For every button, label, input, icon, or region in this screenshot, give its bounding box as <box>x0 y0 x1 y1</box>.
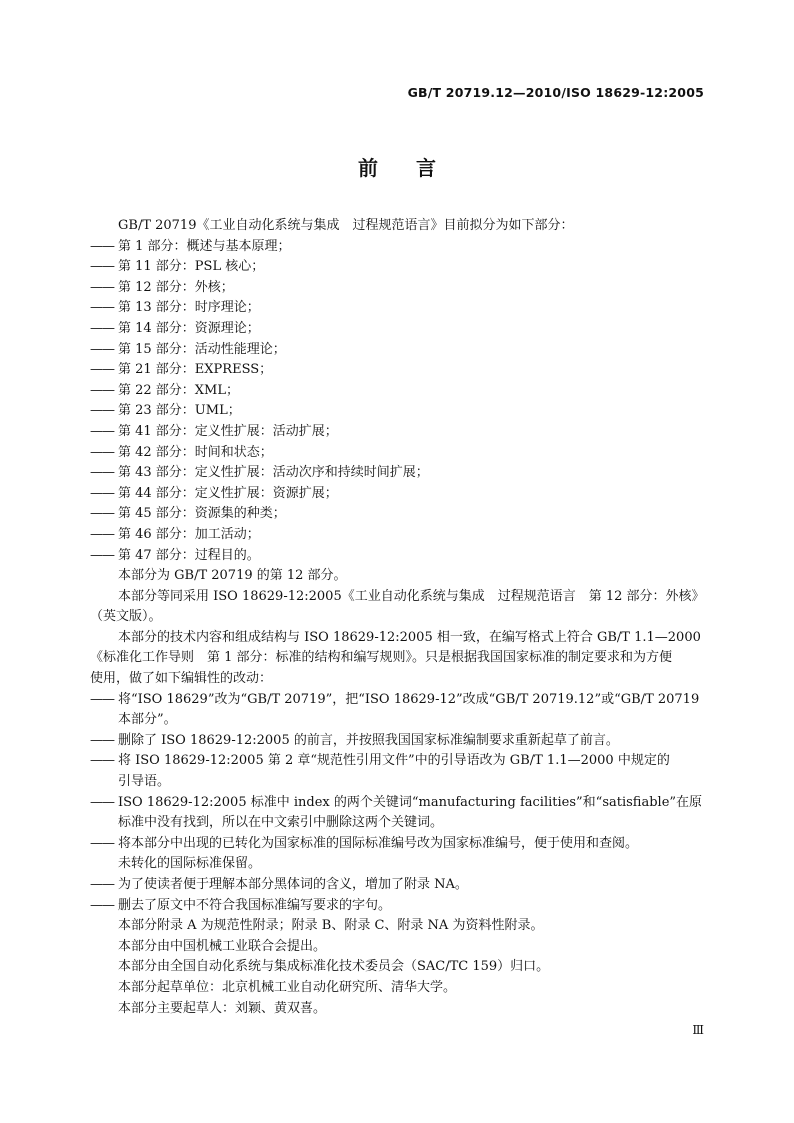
change-item <box>90 731 706 752</box>
editorial-changes-list <box>90 690 706 917</box>
dash-marker: —— <box>90 444 114 460</box>
change-line: 未转化的国际标准保留。 <box>118 856 262 872</box>
standard-number-header: GB/T 20719.12—2010/ISO 18629-12:2005 <box>407 85 704 100</box>
parts-list-item <box>90 237 706 258</box>
change-line: 将本部分中出现的已转化为国家标准的国际标准编号改为国家标准编号，便于使用和查阅。 <box>118 835 639 851</box>
dash-marker: —— <box>90 753 114 769</box>
dash-marker: —— <box>90 506 114 522</box>
change-text <box>118 731 706 752</box>
part-label: 第 11 部分：PSL 核心； <box>118 259 265 275</box>
change-line: 本部分”。 <box>118 712 177 728</box>
parts-list <box>90 237 706 567</box>
drafting-units-paragraph: 本部分起草单位：北京机械工业自动化研究所、清华大学。 <box>118 979 457 995</box>
page-number: Ⅲ <box>692 1023 704 1037</box>
intro-paragraph: GB/T 20719《工业自动化系统与集成 过程规范语言》目前拟分为如下部分： <box>118 218 574 233</box>
parts-list-item <box>90 525 706 546</box>
dash-marker: —— <box>90 403 114 419</box>
dash-marker: —— <box>90 691 114 707</box>
dash-marker: —— <box>90 465 114 481</box>
part-label: 第 47 部分：过程目的。 <box>118 547 260 563</box>
part-label: 第 22 部分：XML； <box>118 382 240 398</box>
dash-marker: —— <box>90 547 114 563</box>
part-label: 第 44 部分：定义性扩展：资源扩展； <box>118 485 338 501</box>
change-text <box>118 896 706 917</box>
dash-marker: —— <box>90 835 114 851</box>
dash-marker: —— <box>90 300 114 316</box>
change-item <box>90 751 706 792</box>
change-text <box>118 793 706 834</box>
parts-list-item <box>90 298 706 319</box>
change-item <box>90 896 706 917</box>
change-line: 标准中没有找到，所以在中文索引中删除这两个关键词。 <box>118 815 444 831</box>
dash-marker: —— <box>90 320 114 336</box>
consistency-paragraph-line3: 使用，做了如下编辑性的改动： <box>90 671 273 687</box>
dash-marker: —— <box>90 485 114 501</box>
dash-marker: —— <box>90 279 114 295</box>
change-item <box>90 834 706 875</box>
centralized-by-paragraph: 本部分由全国自动化系统与集成标准化技术委员会（SAC/TC 159）归口。 <box>118 959 550 975</box>
change-line: 删去了原文中不符合我国标准编写要求的字句。 <box>118 897 392 913</box>
change-item <box>90 793 706 834</box>
parts-list-item <box>90 504 706 525</box>
parts-list-item <box>90 381 706 402</box>
dash-marker: —— <box>90 382 114 398</box>
dash-marker: —— <box>90 732 114 748</box>
change-item <box>90 875 706 896</box>
parts-list-item <box>90 278 706 299</box>
dash-marker: —— <box>90 362 114 378</box>
part-label: 第 45 部分：资源集的种类； <box>118 506 286 522</box>
parts-list-item <box>90 401 706 422</box>
change-item <box>90 690 706 731</box>
adoption-paragraph-line1: 本部分等同采用 ISO 18629-12:2005《工业自动化系统与集成 过程规范语言 第 12 部分：外核》 <box>118 588 705 604</box>
part-label: 第 13 部分：时序理论； <box>118 300 260 316</box>
part-label: 第 21 部分：EXPRESS； <box>118 362 273 378</box>
change-line: 引导语。 <box>118 774 171 790</box>
parts-list-item <box>90 257 706 278</box>
annex-paragraph: 本部分附录 A 为规范性附录；附录 B、附录 C、附录 NA 为资料性附录。 <box>118 918 544 934</box>
parts-list-item <box>90 360 706 381</box>
dash-marker: —— <box>90 877 114 892</box>
part-label: 第 42 部分：时间和状态； <box>118 444 273 460</box>
change-text <box>118 834 706 875</box>
dash-marker: —— <box>90 423 114 439</box>
parts-list-item <box>90 443 706 464</box>
foreword-body <box>90 216 706 1019</box>
change-line: 将 ISO 18629-12:2005 第 2 章“规范性引用文件”中的引导语改为 GB/T 1.1—2000 中规定的 <box>118 753 670 769</box>
change-text <box>118 751 706 792</box>
page-title: 前言 <box>358 156 474 180</box>
parts-list-item <box>90 319 706 340</box>
change-line: 将“ISO 18629”改为“GB/T 20719”，把“ISO 18629-12”改成“GB/T 20719.12”或“GB/T 20719 <box>118 691 700 707</box>
dash-marker: —— <box>90 526 114 542</box>
parts-list-item <box>90 340 706 361</box>
parts-list-item <box>90 422 706 443</box>
part-label: 第 15 部分：活动性能理论； <box>118 341 286 357</box>
dash-marker: —— <box>90 897 114 913</box>
part-label: 第 1 部分：概述与基本原理； <box>118 238 291 254</box>
dash-marker: —— <box>90 259 114 275</box>
dash-marker: —— <box>90 238 114 254</box>
drafters-paragraph: 本部分主要起草人：刘颖、黄双喜。 <box>118 1000 327 1016</box>
part-label: 第 23 部分：UML； <box>118 403 241 419</box>
change-line: 删除了 ISO 18629-12:2005 的前言，并按照我国国家标准编制要求重新起草了前言。 <box>118 732 619 748</box>
adoption-paragraph-line2: （英文版）。 <box>90 609 162 625</box>
change-line: ISO 18629-12:2005 标准中 index 的两个关键词“manufacturing facilities”和“satisfiable”在原 <box>118 794 703 810</box>
this-part-paragraph: 本部分为 GB/T 20719 的第 12 部分。 <box>118 568 347 584</box>
change-line: 为了使读者便于理解本部分黑体词的含义，增加了附录 NA。 <box>118 877 468 892</box>
parts-list-item <box>90 484 706 505</box>
parts-list-item <box>90 546 706 567</box>
part-label: 第 43 部分：定义性扩展：活动次序和持续时间扩展； <box>118 465 429 481</box>
part-label: 第 41 部分：定义性扩展：活动扩展； <box>118 423 338 439</box>
dash-marker: —— <box>90 794 114 810</box>
consistency-paragraph-line1: 本部分的技术内容和组成结构与 ISO 18629-12:2005 相一致，在编写格式上符合 GB/T 1.1—2000 <box>118 629 701 645</box>
change-text <box>118 875 706 896</box>
parts-list-item <box>90 463 706 484</box>
consistency-paragraph-line2: 《标准化工作导则 第 1 部分：标准的结构和编写规则》。只是根据我国国家标准的制定要求和为方便 <box>90 650 673 666</box>
part-label: 第 14 部分：资源理论； <box>118 320 260 336</box>
proposed-by-paragraph: 本部分由中国机械工业联合会提出。 <box>118 938 327 954</box>
dash-marker: —— <box>90 341 114 357</box>
change-text <box>118 690 706 731</box>
part-label: 第 46 部分：加工活动； <box>118 526 260 542</box>
part-label: 第 12 部分：外核； <box>118 279 234 295</box>
